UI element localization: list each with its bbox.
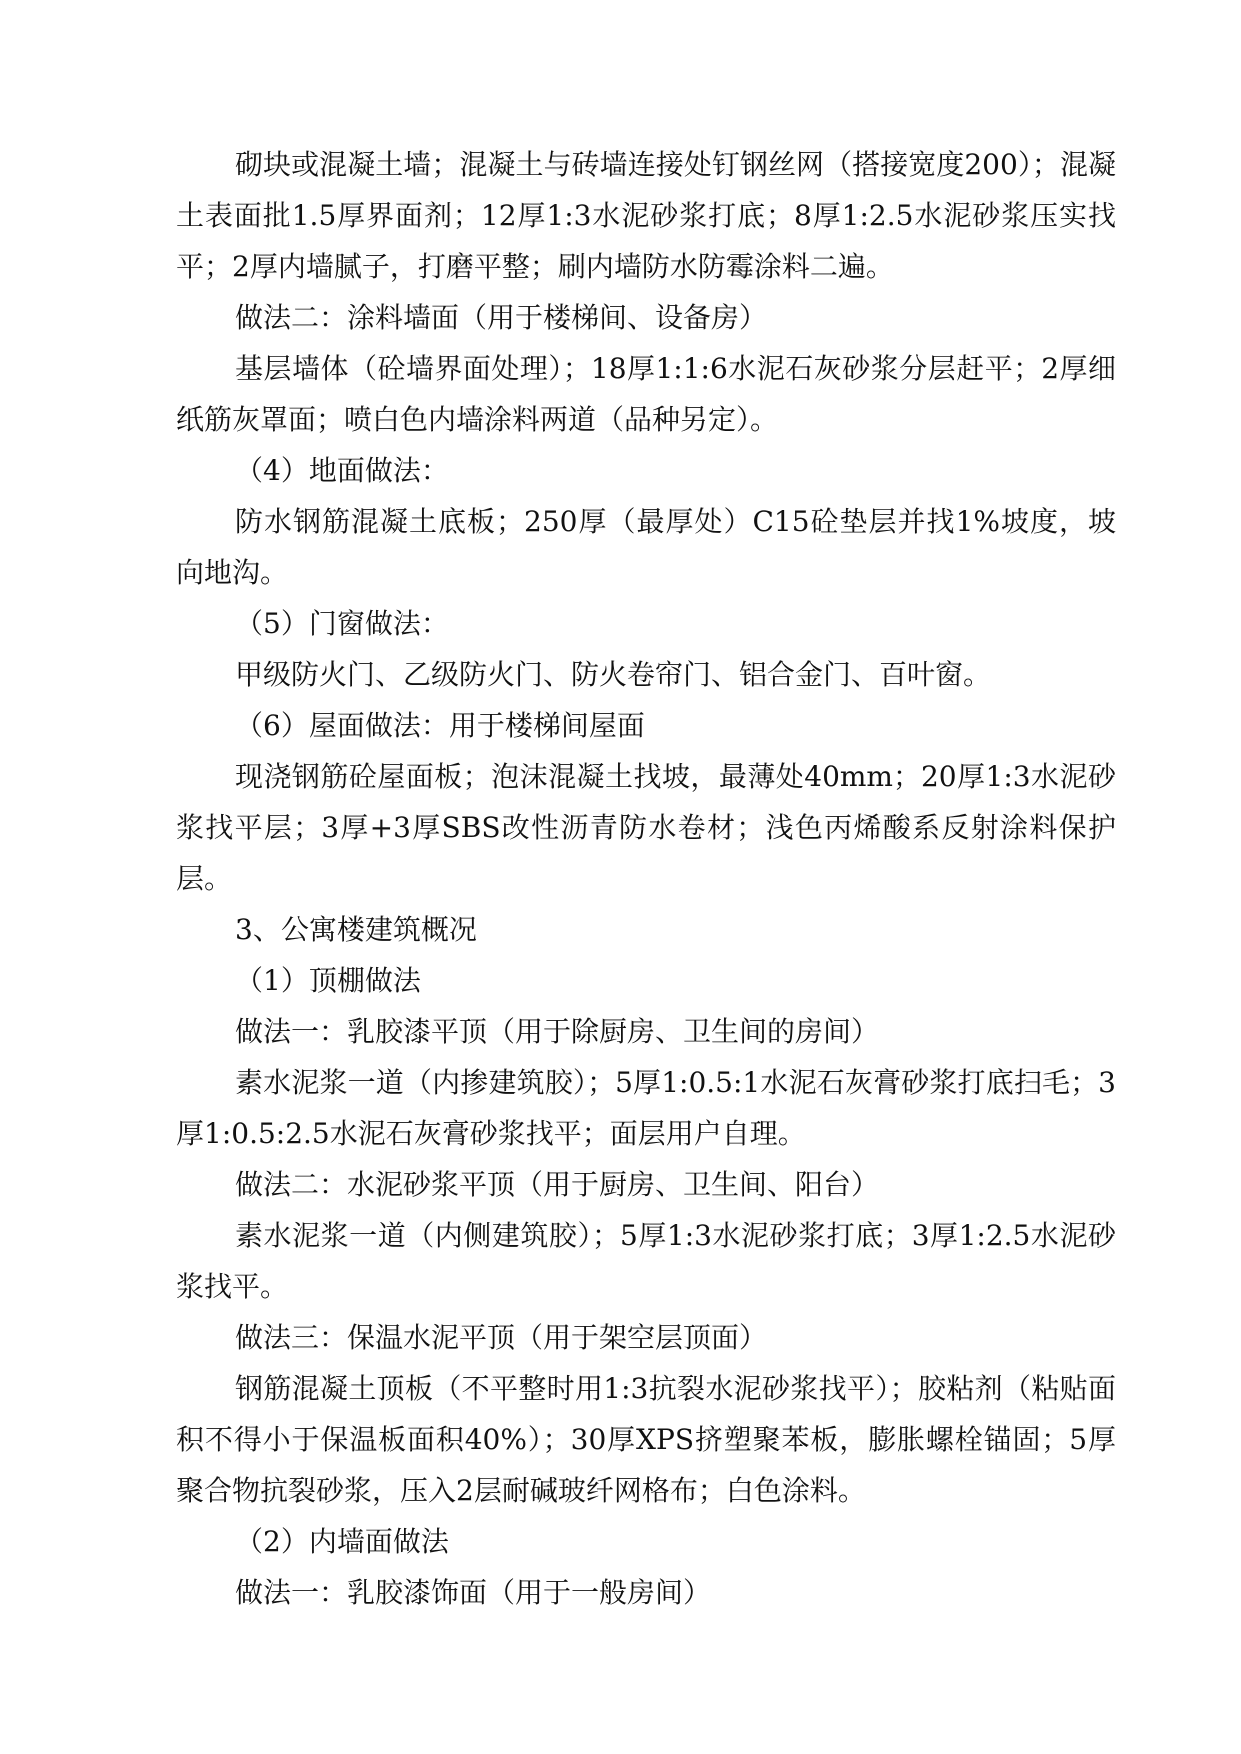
paragraph-wall-method-1-steps: 砌块或混凝土墙；混凝土与砖墙连接处钉钢丝网（搭接宽度200）；混凝土表面批1.5厚界面剂；12厚1:3水泥砂浆打底；8厚1:2.5水泥砂浆压实找平；2厚内墙腻子，打磨平整；刷内墙防水防霉涂料二遍。 (176, 148, 1116, 283)
paragraph-ceiling-method-3-title: 做法三：保温水泥平顶（用于架空层顶面） (235, 1321, 768, 1354)
paragraph-floor-method-steps: 防水钢筋混凝土底板；250厚（最厚处）C15砼垫层并找1%坡度，坡向地沟。 (176, 505, 1116, 589)
paragraph-wall-method-2-steps: 基层墙体（砼墙界面处理）；18厚1:1:6水泥石灰砂浆分层赶平；2厚细纸筋灰罩面；喷白色内墙涂料两道（品种另定）。 (176, 352, 1116, 436)
paragraph-ceiling-method-1-steps: 素水泥浆一道（内掺建筑胶）；5厚1:0.5:1水泥石灰膏砂浆打底扫毛；3厚1:0.5:2.5水泥石灰膏砂浆找平；面层用户自理。 (176, 1066, 1116, 1150)
paragraph-interior-wall-method-1-title: 做法一：乳胶漆饰面（用于一般房间） (235, 1576, 712, 1609)
heading-ceiling-method: （1）顶棚做法 (235, 964, 421, 997)
heading-door-window-method: （5）门窗做法： (235, 607, 449, 640)
heading-floor-method: （4）地面做法： (235, 454, 449, 487)
heading-interior-wall-method: （2）内墙面做法 (235, 1525, 449, 1558)
paragraph-door-window-list: 甲级防火门、乙级防火门、防火卷帘门、铝合金门、百叶窗。 (235, 658, 992, 691)
paragraph-ceiling-method-2-title: 做法二：水泥砂浆平顶（用于厨房、卫生间、阳台） (235, 1168, 880, 1201)
paragraph-ceiling-method-3-steps: 钢筋混凝土顶板（不平整时用1:3抗裂水泥砂浆找平）；胶粘剂（粘贴面积不得小于保温板面积40%）；30厚XPS挤塑聚苯板，膨胀螺栓锚固；5厚聚合物抗裂砂浆，压入2层耐碱玻纤网格布；白色涂料。 (176, 1372, 1116, 1507)
heading-apartment-overview: 3、公寓楼建筑概况 (235, 913, 477, 946)
paragraph-roof-method-steps: 现浇钢筋砼屋面板；泡沫混凝土找坡，最薄处40mm；20厚1:3水泥砂浆找平层；3厚+3厚SBS改性沥青防水卷材；浅色丙烯酸系反射涂料保护层。 (176, 760, 1116, 895)
heading-roof-method: （6）屋面做法：用于楼梯间屋面 (235, 709, 645, 742)
paragraph-wall-method-2-title: 做法二：涂料墙面（用于楼梯间、设备房） (235, 301, 768, 334)
paragraph-ceiling-method-2-steps: 素水泥浆一道（内侧建筑胶）；5厚1:3水泥砂浆打底；3厚1:2.5水泥砂浆找平。 (176, 1219, 1116, 1303)
paragraph-ceiling-method-1-title: 做法一：乳胶漆平顶（用于除厨房、卫生间的房间） (235, 1015, 880, 1048)
document-body (176, 139, 1116, 1618)
